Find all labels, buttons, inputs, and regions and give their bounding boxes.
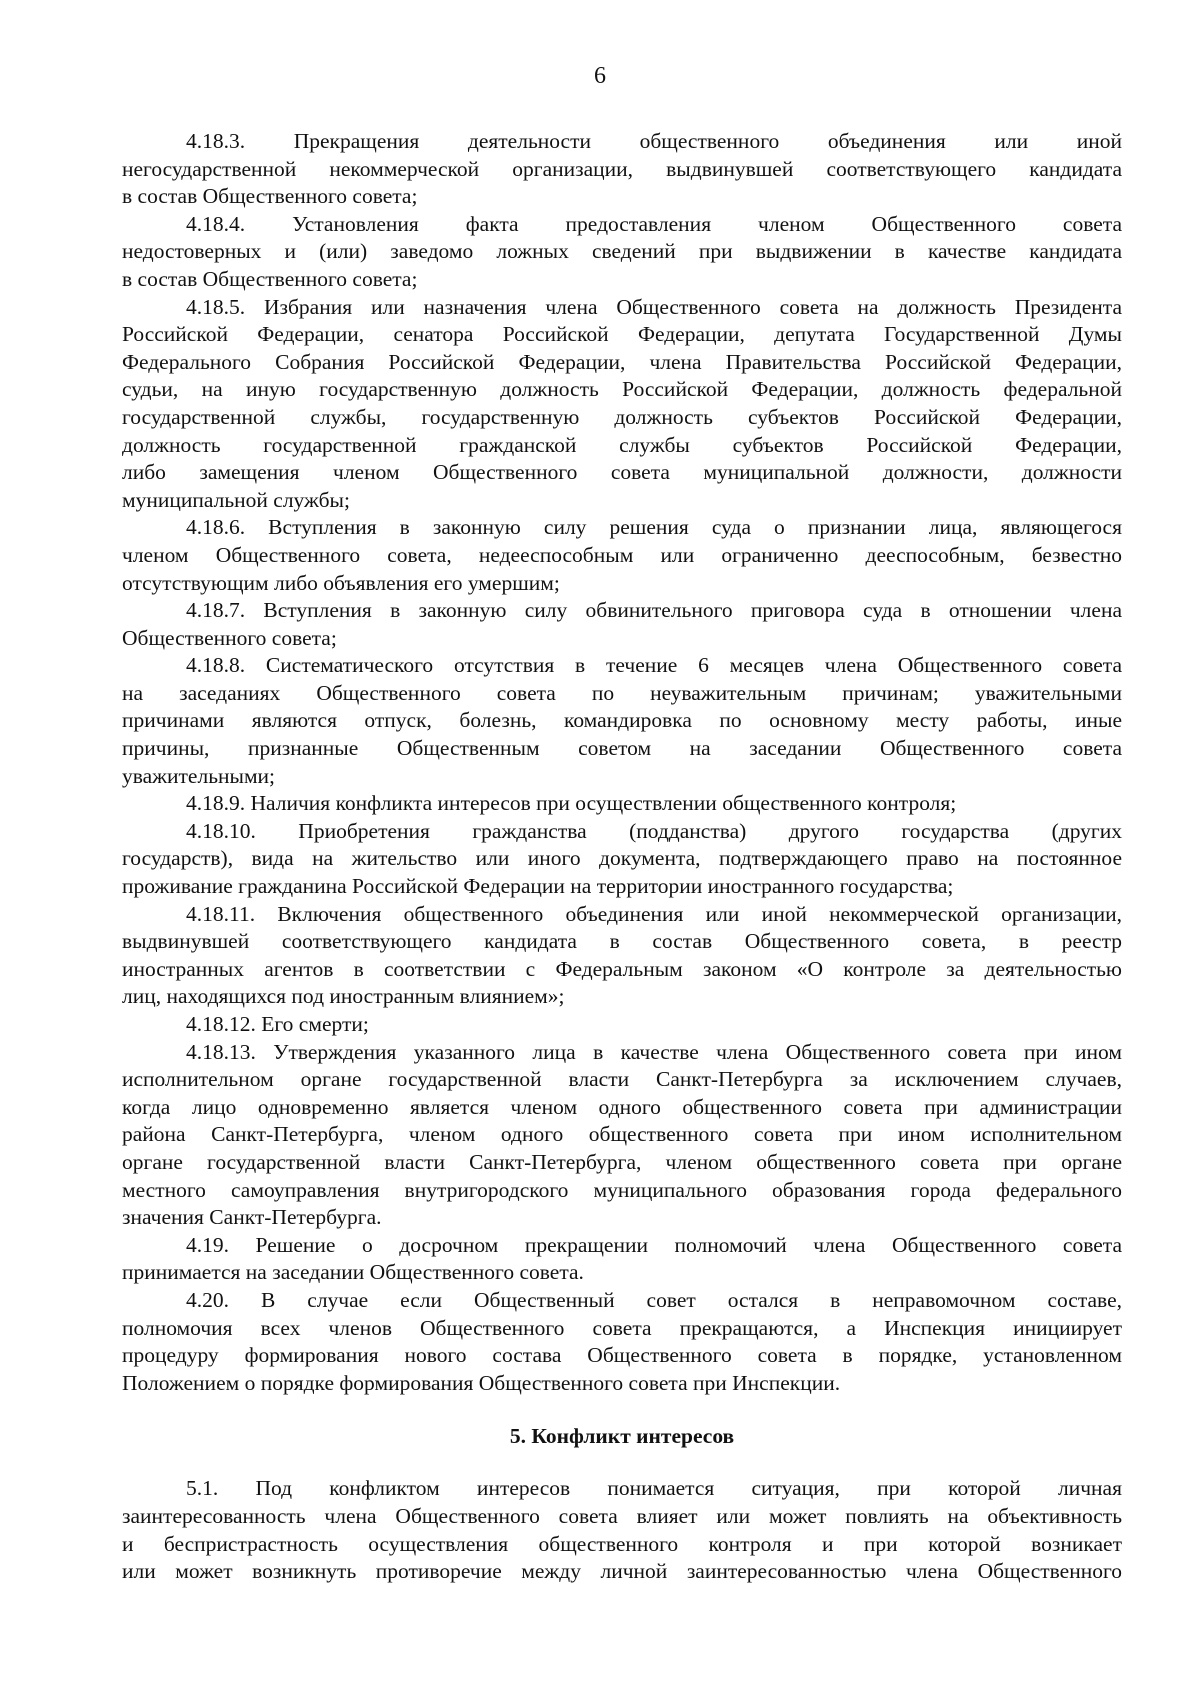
text-line: 4.18.3. Прекращения деятельности общественного объединения или иной <box>186 129 1122 153</box>
text-line: уважительными; <box>122 763 276 788</box>
text-line: членом Общественного совета, недееспособным или ограниченно дееспособным, безвестно <box>122 542 1122 567</box>
clause-4-18-11 <box>122 901 1122 1011</box>
text-line: государственной службы, государственную должность субъектов Российской Федерации, <box>122 404 1122 429</box>
text-line: Российской Федерации, сенатора Российской Федерации, депутата Государственной Думы <box>122 322 1122 347</box>
text-line: судьи, на иную государственную должность Российской Федерации, должность федеральной <box>122 377 1122 402</box>
text-line: в состав Общественного совета; <box>122 184 418 209</box>
text-line: местного самоуправления внутригородского муниципального образования города федерального <box>122 1177 1122 1202</box>
text-line: Общественного совета; <box>122 625 337 650</box>
text-line: района Санкт-Петербурга, членом одного общественного совета при ином исполнительном <box>122 1122 1122 1147</box>
text-line: когда лицо одновременно является членом одного общественного совета при администрации <box>122 1094 1122 1119</box>
text-line: 4.19. Решение о досрочном прекращении полномочий члена Общественного совета <box>186 1232 1122 1257</box>
text-line: заинтересованность члена Общественного совета влияет или может повлиять на объективность <box>122 1503 1122 1528</box>
clause-4-18-3 <box>122 128 1122 211</box>
text-line: должность государственной гражданской службы субъектов Российской Федерации, <box>122 432 1122 457</box>
text-line: 4.18.10. Приобретения гражданства (подданства) другого государства (других <box>186 818 1122 843</box>
page-number: 6 <box>594 63 606 89</box>
text-line: принимается на заседании Общественного совета. <box>122 1260 584 1285</box>
document-body <box>122 128 1122 1586</box>
text-line: отсутствующим либо объявления его умершим; <box>122 570 560 595</box>
text-line: Федерального Собрания Российской Федерации, члена Правительства Российской Федерации, <box>122 349 1122 374</box>
text-line: значения Санкт-Петербурга. <box>122 1205 382 1230</box>
spacer <box>122 1397 1122 1421</box>
text-line: 4.18.11. Включения общественного объединения или иной некоммерческой организации, <box>186 901 1122 926</box>
text-line: 4.20. В случае если Общественный совет остался в неправомочном составе, <box>186 1287 1122 1312</box>
clause-4-18-4 <box>122 211 1122 294</box>
text-line: полномочия всех членов Общественного совета прекращаются, а Инспекция инициирует <box>122 1315 1122 1340</box>
text-line: 4.18.7. Вступления в законную силу обвинительного приговора суда в отношении члена <box>186 598 1122 623</box>
text-line: и беспристрастность осуществления общественного контроля и при которой возникает <box>122 1531 1122 1556</box>
text-line: процедуру формирования нового состава Общественного совета в порядке, установленном <box>122 1343 1122 1368</box>
text-line: выдвинувшей соответствующего кандидата в состав Общественного совета, в реестр <box>122 929 1122 954</box>
text-line: иностранных агентов в соответствии с Федеральным законом «О контроле за деятельностью <box>122 956 1122 981</box>
text-line: недостоверных и (или) заведомо ложных сведений при выдвижении в качестве кандидата <box>122 239 1122 264</box>
text-line: органе государственной власти Санкт-Петербурга, членом общественного совета при органе <box>122 1149 1122 1174</box>
text-line: либо замещения членом Общественного совета муниципальной должности, должности <box>122 460 1122 485</box>
clause-4-18-10 <box>122 818 1122 901</box>
clause-4-18-7 <box>122 597 1122 652</box>
clause-5-1 <box>122 1475 1122 1585</box>
text-line: 5.1. Под конфликтом интересов понимается ситуация, при которой личная <box>186 1476 1122 1501</box>
text-line: негосударственной некоммерческой организации, выдвинувшей соответствующего кандидата <box>122 156 1122 181</box>
text-line: 4.18.8. Систематического отсутствия в течение 6 месяцев члена Общественного совета <box>186 653 1122 678</box>
text-line: муниципальной службы; <box>122 487 350 512</box>
text-line: причины, признанные Общественным советом на заседании Общественного совета <box>122 736 1122 761</box>
text-line: 4.18.9. Наличия конфликта интересов при осуществлении общественного контроля; <box>186 791 957 816</box>
clause-4-19 <box>122 1232 1122 1287</box>
text-line: 4.18.12. Его смерти; <box>186 1012 369 1036</box>
section-heading: 5. Конфликт интересов <box>509 1424 735 1449</box>
text-line: в состав Общественного совета; <box>122 266 418 291</box>
text-line: Положением о порядке формирования Общественного совета при Инспекции. <box>122 1370 841 1395</box>
text-line: лиц, находящихся под иностранным влиянием»; <box>122 984 565 1009</box>
clause-4-18-9 <box>122 790 1122 818</box>
spacer <box>122 1451 1122 1475</box>
text-line: на заседаниях Общественного совета по неуважительным причинам; уважительными <box>122 680 1122 705</box>
clause-4-18-6 <box>122 514 1122 597</box>
clause-4-20 <box>122 1287 1122 1397</box>
text-line: 4.18.6. Вступления в законную силу решения суда о признании лица, являющегося <box>186 515 1122 540</box>
text-line: исполнительном органе государственной власти Санкт-Петербурга за исключением случаев, <box>122 1067 1122 1092</box>
text-line: или может возникнуть противоречие между личной заинтересованностью члена Общественного <box>122 1559 1122 1584</box>
text-line: 4.18.13. Утверждения указанного лица в качестве члена Общественного совета при ином <box>186 1039 1122 1064</box>
text-line: 4.18.4. Установления факта предоставления членом Общественного совета <box>186 211 1122 236</box>
clause-4-18-12 <box>122 1011 1122 1039</box>
clause-4-18-8 <box>122 652 1122 790</box>
text-line: причинами являются отпуск, болезнь, командировка по основному месту работы, иные <box>122 708 1122 733</box>
clause-4-18-5 <box>122 294 1122 515</box>
text-line: государств), вида на жительство или иного документа, подтверждающего право на постоянное <box>122 846 1122 871</box>
clause-4-18-13 <box>122 1039 1122 1232</box>
text-line: проживание гражданина Российской Федерации на территории иностранного государства; <box>122 874 954 899</box>
text-line: 4.18.5. Избрания или назначения члена Общественного совета на должность Президента <box>186 294 1122 319</box>
